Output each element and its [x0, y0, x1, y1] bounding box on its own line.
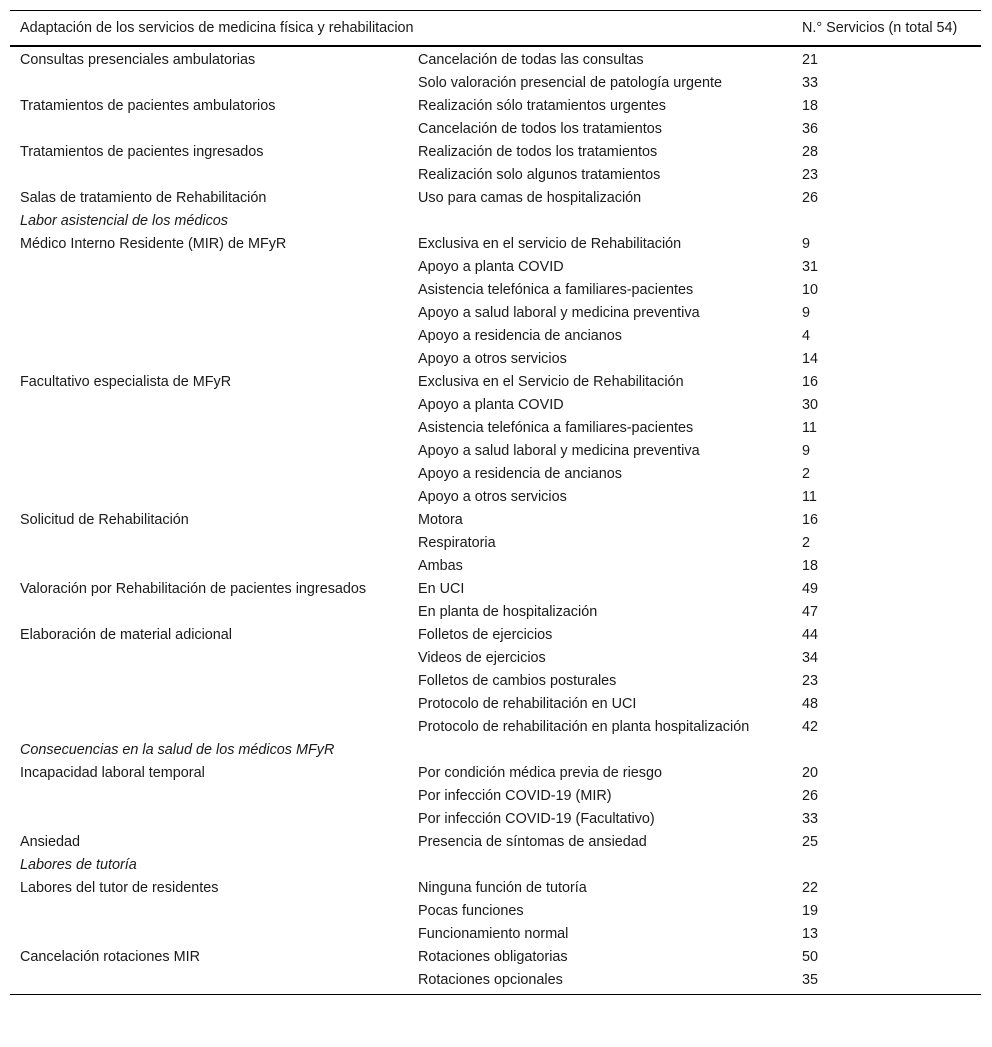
row-category: Facultativo especialista de MFyR [20, 374, 232, 390]
row-value: 26 [802, 788, 819, 804]
row-value: 28 [802, 144, 819, 160]
row-value: 42 [802, 719, 819, 735]
row-value: 11 [802, 420, 817, 436]
section-heading: Consecuencias en la salud de los médicos MFyR [20, 742, 335, 758]
row-item: Ninguna función de tutoría [418, 880, 587, 896]
table-row [10, 440, 981, 463]
row-item: Por condición médica previa de riesgo [418, 765, 662, 781]
row-category: Labores del tutor de residentes [20, 880, 219, 896]
row-value: 20 [802, 765, 819, 781]
table-row [10, 141, 981, 164]
header-row [10, 11, 981, 47]
row-item: Motora [418, 512, 463, 528]
row-item: Apoyo a otros servicios [418, 489, 567, 505]
table-row [10, 716, 981, 739]
row-value: 2 [802, 535, 811, 551]
table-row [10, 463, 981, 486]
row-category: Ansiedad [20, 834, 81, 850]
row-item: Apoyo a salud laboral y medicina preventiva [418, 443, 700, 459]
row-category [10, 348, 408, 371]
row-item: Asistencia telefónica a familiares-pacientes [418, 420, 694, 436]
table-row [10, 693, 981, 716]
row-category: Consultas presenciales ambulatorias [20, 52, 256, 68]
row-item: Apoyo a planta COVID [418, 397, 564, 413]
row-value: 16 [802, 374, 819, 390]
row-value: 33 [802, 811, 819, 827]
table-row [10, 233, 981, 256]
row-value: 14 [802, 351, 819, 367]
row-value: 9 [802, 443, 811, 459]
table-row [10, 900, 981, 923]
row-value: 22 [802, 880, 819, 896]
row-value: 47 [802, 604, 819, 620]
row-category: Incapacidad laboral temporal [20, 765, 205, 781]
row-value: 34 [802, 650, 819, 666]
row-value: 16 [802, 512, 819, 528]
row-category [10, 72, 408, 95]
row-category [10, 164, 408, 187]
row-category [10, 486, 408, 509]
row-value: 4 [802, 328, 811, 344]
row-value: 9 [802, 236, 811, 252]
table-row [10, 785, 981, 808]
row-item: Presencia de síntomas de ansiedad [418, 834, 647, 850]
row-value: 18 [802, 558, 819, 574]
row-category [10, 279, 408, 302]
row-value: 30 [802, 397, 819, 413]
row-category [10, 463, 408, 486]
row-item: Apoyo a residencia de ancianos [418, 466, 623, 482]
row-value: 23 [802, 167, 819, 183]
row-item: Uso para camas de hospitalización [418, 190, 642, 206]
row-value: 26 [802, 190, 819, 206]
table-row [10, 532, 981, 555]
section-heading: Labor asistencial de los médicos [20, 213, 228, 229]
table-row [10, 509, 981, 532]
table-row [10, 969, 981, 995]
section-row [10, 210, 981, 233]
row-value: 13 [802, 926, 819, 942]
row-value: 25 [802, 834, 819, 850]
row-item: Funcionamiento normal [418, 926, 569, 942]
row-value: 18 [802, 98, 819, 114]
row-value: 44 [802, 627, 819, 643]
row-item: Realización sólo tratamientos urgentes [418, 98, 666, 114]
row-category [10, 716, 408, 739]
row-item: Protocolo de rehabilitación en planta hospitalización [418, 719, 750, 735]
services-table [10, 10, 981, 995]
row-category: Cancelación rotaciones MIR [20, 949, 200, 965]
row-item: Videos de ejercicios [418, 650, 546, 666]
row-item: Exclusiva en el Servicio de Rehabilitación [418, 374, 684, 390]
table-row [10, 831, 981, 854]
row-item: Cancelación de todos los tratamientos [418, 121, 662, 137]
row-category [10, 693, 408, 716]
row-item: Por infección COVID-19 (Facultativo) [418, 811, 655, 827]
row-item: En UCI [418, 581, 465, 597]
row-category: Solicitud de Rehabilitación [20, 512, 189, 528]
row-item: Apoyo a residencia de ancianos [418, 328, 623, 344]
table-row [10, 946, 981, 969]
table-row [10, 302, 981, 325]
section-heading: Labores de tutoría [20, 857, 137, 873]
table-row [10, 279, 981, 302]
row-value: 9 [802, 305, 811, 321]
row-category [10, 969, 408, 995]
row-category: Elaboración de material adicional [20, 627, 232, 643]
row-value: 33 [802, 75, 819, 91]
row-item: Rotaciones opcionales [418, 972, 563, 988]
row-category [10, 302, 408, 325]
row-value: 2 [802, 466, 811, 482]
table-row [10, 256, 981, 279]
table-row [10, 46, 981, 72]
row-item: Apoyo a salud laboral y medicina preventiva [418, 305, 700, 321]
row-value: 21 [802, 52, 819, 68]
row-item: Folletos de cambios posturales [418, 673, 617, 689]
table-row [10, 877, 981, 900]
row-category [10, 532, 408, 555]
row-value: 49 [802, 581, 819, 597]
row-category: Valoración por Rehabilitación de pacientes ingresados [20, 581, 367, 597]
table-row [10, 72, 981, 95]
row-item: Protocolo de rehabilitación en UCI [418, 696, 637, 712]
row-item: Respiratoria [418, 535, 496, 551]
row-item: Folletos de ejercicios [418, 627, 553, 643]
row-item: Exclusiva en el servicio de Rehabilitación [418, 236, 682, 252]
row-value: 36 [802, 121, 819, 137]
row-category [10, 394, 408, 417]
row-category [10, 555, 408, 578]
table-row [10, 647, 981, 670]
section-row [10, 739, 981, 762]
row-item: Pocas funciones [418, 903, 524, 919]
row-value: 31 [802, 259, 819, 275]
row-item: Asistencia telefónica a familiares-pacientes [418, 282, 694, 298]
table-row [10, 95, 981, 118]
row-value: 10 [802, 282, 819, 298]
row-item: Rotaciones obligatorias [418, 949, 568, 965]
table-row [10, 762, 981, 785]
table-row [10, 394, 981, 417]
table-row [10, 118, 981, 141]
table-header [10, 11, 981, 47]
row-item: Ambas [418, 558, 463, 574]
row-item: En planta de hospitalización [418, 604, 598, 620]
row-value: 50 [802, 949, 819, 965]
table-row [10, 624, 981, 647]
row-value: 11 [802, 489, 817, 505]
table-row [10, 923, 981, 946]
row-category: Salas de tratamiento de Rehabilitación [20, 190, 267, 206]
row-value: 35 [802, 972, 819, 988]
table-row [10, 808, 981, 831]
header-service-count: N.° Servicios (n total 54) [802, 20, 958, 36]
row-item: Solo valoración presencial de patología urgente [418, 75, 723, 91]
row-category: Tratamientos de pacientes ingresados [20, 144, 264, 160]
services-table-container [10, 10, 981, 995]
table-row [10, 578, 981, 601]
table-row [10, 371, 981, 394]
table-row [10, 325, 981, 348]
table-row [10, 187, 981, 210]
table-row [10, 670, 981, 693]
row-category [10, 900, 408, 923]
table-body [10, 46, 981, 995]
row-value: 48 [802, 696, 819, 712]
row-value: 23 [802, 673, 819, 689]
table-row [10, 417, 981, 440]
row-item: Apoyo a planta COVID [418, 259, 564, 275]
row-category [10, 118, 408, 141]
row-item: Por infección COVID-19 (MIR) [418, 788, 612, 804]
row-item: Cancelación de todas las consultas [418, 52, 644, 68]
row-category [10, 785, 408, 808]
row-category [10, 670, 408, 693]
table-row [10, 348, 981, 371]
table-row [10, 555, 981, 578]
row-category [10, 256, 408, 279]
row-category: Tratamientos de pacientes ambulatorios [20, 98, 276, 114]
row-category [10, 417, 408, 440]
row-category: Médico Interno Residente (MIR) de MFyR [20, 236, 287, 252]
row-item: Realización de todos los tratamientos [418, 144, 658, 160]
row-category [10, 923, 408, 946]
row-value: 19 [802, 903, 819, 919]
row-item: Apoyo a otros servicios [418, 351, 567, 367]
row-category [10, 647, 408, 670]
row-category [10, 440, 408, 463]
header-adaptation: Adaptación de los servicios de medicina física y rehabilitacion [20, 20, 414, 36]
table-row [10, 164, 981, 187]
row-category [10, 808, 408, 831]
section-row [10, 854, 981, 877]
row-category [10, 325, 408, 348]
row-item: Realización solo algunos tratamientos [418, 167, 661, 183]
table-row [10, 486, 981, 509]
